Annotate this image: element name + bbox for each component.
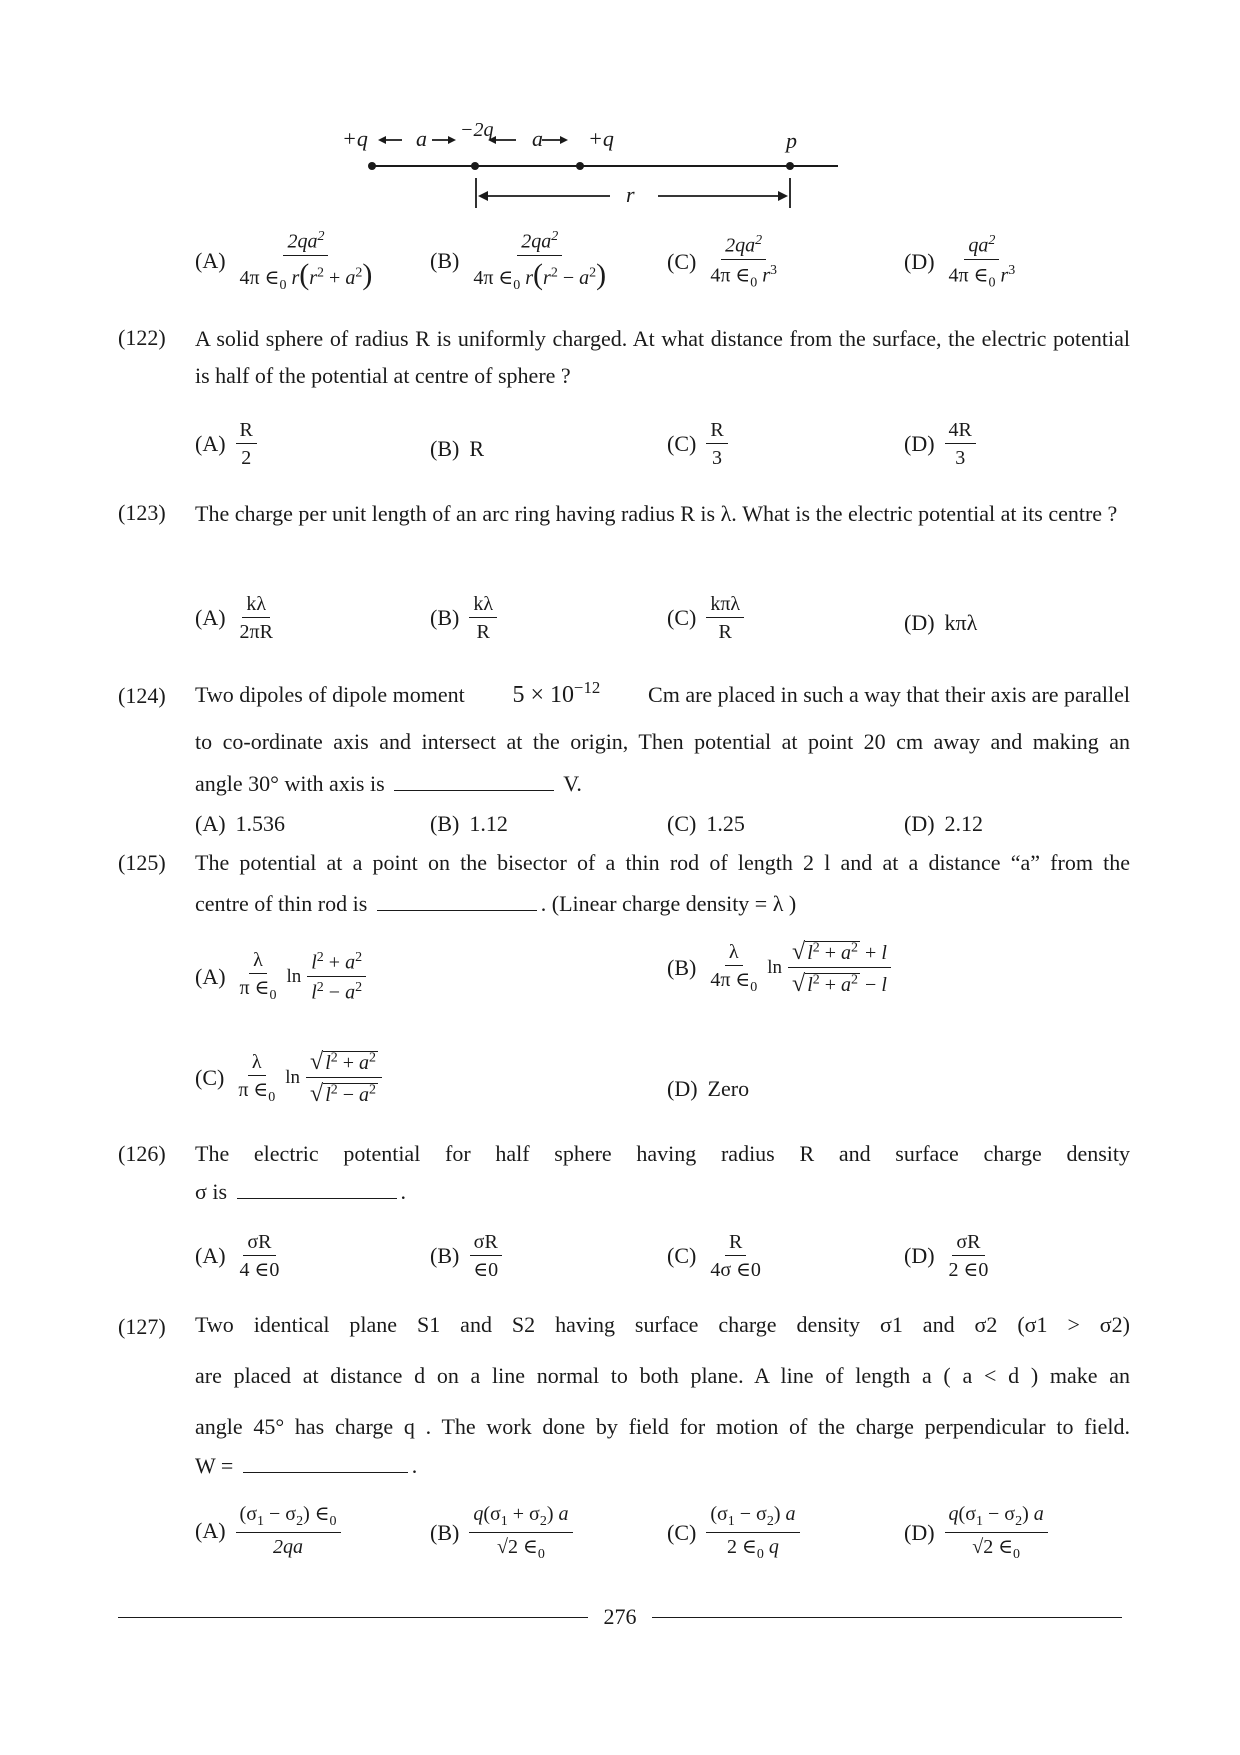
answer-blank — [377, 890, 537, 911]
diagram-distance-r: r — [626, 182, 635, 207]
fraction: $\frac{2qa^2}{4\pi \in_0 r^3}$ — [710, 233, 778, 291]
q124-option-c[interactable]: (C) 1.25 — [667, 811, 745, 836]
q122-option-d[interactable]: (D) $\frac{4R}{3}$ — [904, 420, 976, 468]
diagram-charge-left: +q — [342, 126, 368, 151]
q124-line1: Two dipoles of dipole moment $5 \times 10^{-12}$ Cm are placed in such a way that their axis are parallel — [195, 678, 1130, 708]
q124-option-a[interactable]: (A) 1.536 — [195, 811, 286, 836]
q126-option-b[interactable]: (B) $\frac{\sigma R}{\in 0}$ — [430, 1232, 502, 1280]
footer-rule-right — [652, 1617, 1122, 1618]
q122-text: A solid sphere of radius R is uniformly charged. At what distance from the surface, the electric potential is half of the potential at centre of sphere ? — [195, 326, 1130, 388]
q125-option-b[interactable]: (B) $\frac{\lambda}{4\pi \in_0}$ ln $\frac{√ l^2 + a^2 + l}{√ l^2 + a^2 - l}$ — [667, 940, 891, 996]
q123-option-b[interactable]: (B) $\frac{k\lambda}{R}$ — [430, 594, 497, 642]
q123-option-a[interactable]: (A) $\frac{k\lambda}{2\pi R}$ — [195, 593, 273, 643]
q123-text: The charge per unit length of an arc ring having radius R is λ. What is the electric potential at its centre ? — [195, 501, 1118, 526]
q127-line4: W = . — [195, 1453, 418, 1478]
q125-number: (125) — [118, 850, 166, 875]
fraction: $\frac{qa^2}{4\pi \in_0 r^3}$ — [948, 233, 1016, 291]
q122-option-a[interactable]: (A) $\frac{R}{2}$ — [195, 420, 257, 468]
q123-option-d[interactable]: (D) kπλ — [904, 610, 978, 635]
page-number: 276 — [603, 1604, 637, 1629]
q127-line1: Two identical plane S1 and S2 having surface charge density σ1 and σ2 (σ1 > σ2) — [195, 1312, 1130, 1337]
diagram-gap-left: a — [416, 126, 427, 151]
q127-option-d[interactable]: (D) $\frac{q(\sigma_1 - \sigma_2) a}{√2 \in_0}$ — [904, 1504, 1048, 1562]
charge-point-right — [576, 162, 584, 170]
q125-option-a[interactable]: (A) $\frac{\lambda}{\pi \in_0}$ ln $\frac{l^2 + a^2}{l^2 - a^2}$ — [195, 950, 366, 1003]
q125-line1: The potential at a point on the bisector of a thin rod of length 2 l and at a distance “a” from the — [195, 850, 1130, 875]
q122-number: (122) — [118, 325, 166, 350]
q127-number: (127) — [118, 1314, 166, 1339]
q127-option-b[interactable]: (B) $\frac{q(\sigma_1 + \sigma_2) a}{√2 \in_0}$ — [430, 1504, 573, 1562]
q125-line2: centre of thin rod is . (Linear charge density = λ ) — [195, 891, 797, 916]
q125-option-d[interactable]: (D) Zero — [667, 1076, 750, 1101]
q126-option-d[interactable]: (D) $\frac{\sigma R}{2 \in 0}$ — [904, 1231, 989, 1281]
q121-option-d[interactable]: (D) $\frac{qa^2}{4\pi \in_0 r^3}$ — [904, 234, 1019, 290]
answer-blank — [237, 1178, 397, 1199]
q121-option-a[interactable]: (A) $\frac{2qa^2}{4\pi \in_0 r(r^2 + a^2)}$ — [195, 230, 376, 293]
q127-option-a[interactable]: (A) $\frac{(\sigma_1 - \sigma_2) \in_0}{2qa}$ — [195, 1504, 341, 1557]
q121-option-c[interactable]: (C) $\frac{2qa^2}{4\pi \in_0 r^3}$ — [667, 234, 781, 290]
diagram-charge-right: +q — [588, 126, 614, 151]
charge-point-left — [368, 162, 376, 170]
q124-option-d[interactable]: (D) 2.12 — [904, 811, 984, 836]
answer-blank — [243, 1452, 408, 1473]
q126-line2: σ is . — [195, 1179, 407, 1204]
fraction: $\frac{2qa^2}{4\pi \in_0 r(r^2 - a^2)}$ — [473, 229, 607, 293]
charge-point-middle — [471, 162, 479, 170]
q122-option-b[interactable]: (B) R — [430, 436, 485, 461]
q123-number: (123) — [118, 500, 166, 525]
q126-number: (126) — [118, 1141, 166, 1166]
q125-option-c[interactable]: (C) $\frac{\lambda}{\pi \in_0}$ ln $\frac{√ l^2 + a^2}{√ l^2 - a^2}$ — [195, 1050, 382, 1106]
q126-option-a[interactable]: (A) $\frac{\sigma R}{4 \in 0}$ — [195, 1231, 280, 1281]
q122-option-c[interactable]: (C) $\frac{R}{3}$ — [667, 420, 728, 468]
point-p — [786, 162, 794, 170]
diagram-gap-right: a — [532, 126, 543, 151]
q124-option-b[interactable]: (B) 1.12 — [430, 811, 508, 836]
q127-option-c[interactable]: (C) $\frac{(\sigma_1 - \sigma_2) a}{2 \in_0 q}$ — [667, 1504, 800, 1562]
footer-rule-left — [118, 1617, 588, 1618]
q127-line3: angle 45° has charge q . The work done by field for motion of the charge perpendicular to field. — [195, 1414, 1130, 1439]
q123-option-c[interactable]: (C) $\frac{\text{kπλ}}{R}$ — [667, 594, 744, 642]
q124-number: (124) — [118, 683, 166, 708]
q126-line1: The electric potential for half sphere having radius R and surface charge density — [195, 1141, 1130, 1166]
q127-line2: are placed at distance d on a line normal to both plane. A line of length a ( a < d ) make an — [195, 1363, 1130, 1388]
q126-option-c[interactable]: (C) $\frac{R}{4\sigma \in 0}$ — [667, 1231, 761, 1281]
answer-blank — [394, 770, 554, 791]
q121-option-b[interactable]: (B) $\frac{2qa^2}{4\pi \in_0 r(r^2 - a^2)}$ — [430, 230, 610, 293]
diagram-point-p: p — [786, 128, 797, 153]
q124-line3: angle 30° with axis is V. — [195, 771, 582, 796]
fraction: $\frac{2qa^2}{4\pi \in_0 r(r^2 + a^2)}$ — [239, 229, 373, 293]
diagram-charge-middle: −2q — [460, 119, 494, 141]
q124-line2: to co-ordinate axis and intersect at the origin, Then potential at point 20 cm away and making an — [195, 729, 1130, 754]
